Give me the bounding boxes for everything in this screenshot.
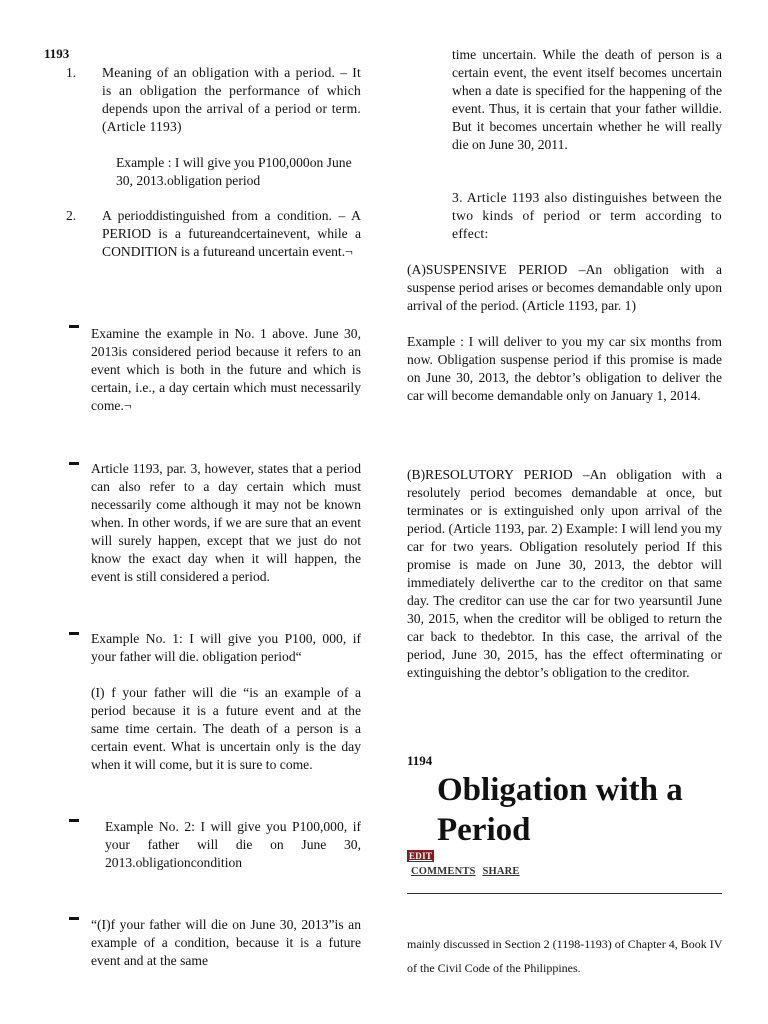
item-3-text: 3. Article 1193 also distinguishes between the two kinds of period or term according to effect: [452,190,722,241]
article-title [407,770,727,850]
action-links [411,866,524,877]
continued-paragraph: time uncertain. While the death of person is a certain event, the event itself becomes uncertain when a date is specified for the happening of the event. Thus, it is certain that your father willdie. But it becomes uncertain whether he will really die on June 30, 2011. [452,47,722,152]
section-number-1193: 1193 [44,46,70,61]
divider [407,893,722,894]
share-link[interactable]: SHARE [482,866,520,877]
item-2-text: A perioddistinguished from a condition. – A PERIOD is a futureandcertainevent, while a CONDITION is a futureand uncertain event.¬ [102,208,361,259]
dash-bullet [69,462,79,465]
bullet-paragraph-1: Examine the example in No. 1 above. June 30, 2013is considered period because it refers to an event which is both in the future and which is certain, i.e., a day certain which must necessarily come.¬ [91,326,361,413]
bullet-paragraph-4: Example No. 2: I will give you P100,000, if your father will die on June 30, 2013.obligationcondition [105,819,361,870]
resolutory-period-paragraph: (B)RESOLUTORY PERIOD –An obligation with a resolutely period becomes demandable at once, but terminates or is extinguished only upon arrival of the period. (Article 1193, par. 2) Example: I will lend you my car for two years. Obligation resolutely period If this promise is made on June 30, 2013, the debtor will immediately deliverthe car to the creditor on that same day. The creditor can use the car for two yearsuntil June 30, 2015, when the creditor will be obliged to return the car back to thedebtor. In this case, the arrival of the period, June 30, 2015, has the effect ofterminating or extinguishing the debtor’s obligation to the creditor. [407,467,722,680]
dash-bullet [69,325,79,328]
bullet-paragraph-2: Article 1193, par. 3, however, states that a period can also refer to a day certain which must necessarily come although it may not be known when. In other words, if we are sure that an event will surely happen, except that we just do not know the exact day when it will happen, the event is still considered a period. [91,461,361,584]
item-1-example: Example : I will give you P100,000on June 30, 2013.obligation period [116,155,352,188]
edit-button[interactable]: EDIT [409,851,433,861]
dash-bullet [69,819,79,822]
dash-bullet [69,632,79,635]
footer-description: mainly discussed in Section 2 (1198-1193) of Chapter 4, Book IV of the Civil Code of the Philippines. [407,937,723,975]
suspensive-period-paragraph: (A)SUSPENSIVE PERIOD –An obligation with a suspense period arises or becomes demandable only upon arrival of the period. (Article 1193, par. 1) [407,262,722,313]
bullet-paragraph-3: Example No. 1: I will give you P100, 000, if your father will die. obligation period“ [91,631,361,664]
item-2-number: 2. [66,208,77,223]
bullet-paragraph-5: “(I)f your father will die on June 30, 2013”is an example of a condition, because it is a future event and at the same [91,917,361,968]
bullet-paragraph-3-followup: (I) f your father will die “is an example of a period because it is a future event and at the same time certain. The death of a person is a certain event. What is uncertain only is the day when it will come, but it is sure to come. [91,685,361,772]
suspensive-period-example: Example : I will deliver to you my car six months from now. Obligation suspense period if this promise is made on June 30, 2013, the debtor’s obligation to deliver the car will become demandable only on January 1, 2014. [407,334,722,403]
article-title-text: Obligation with a Period [437,772,683,848]
item-1-text: Meaning of an obligation with a period. – It is an obligation the performance of which depends upon the arrival of a period or term. (Article 1193) [102,65,361,134]
comments-link[interactable]: COMMENTS [411,866,476,877]
item-1-number: 1. [66,65,77,80]
dash-bullet [69,917,79,920]
section-number-1194: 1194 [407,753,433,768]
